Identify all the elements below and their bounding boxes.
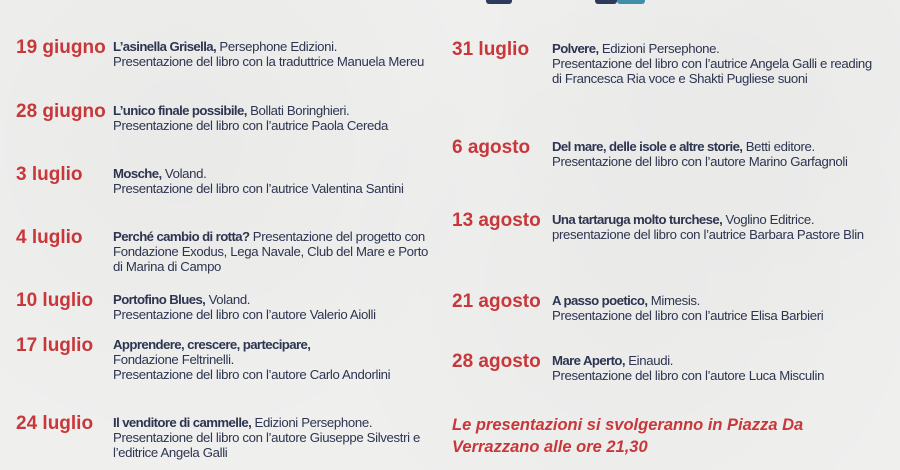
book-title: Del mare, delle isole e altre storie, <box>552 139 743 154</box>
event-details: Presentazione del libro con l’autrice Angela Galli e reading di Francesca Ria voce e Shakti Pugliese suoni <box>552 56 872 86</box>
event-details: Presentazione del libro con l’autore Carlo Andorlini <box>113 367 391 382</box>
event-date: 28 giugno <box>16 101 106 122</box>
event-item <box>16 336 423 382</box>
publisher: Voglino Editrice. <box>722 212 815 227</box>
venue-time-note: Le presentazioni si svolgeranno in Piazza Da Verrazzano alle ore 21,30 <box>452 416 804 456</box>
event-item <box>16 228 433 274</box>
event-date: 31 luglio <box>452 39 530 60</box>
book-title: Mare Aperto, <box>552 353 625 368</box>
book-title: Apprendere, crescere, partecipare, <box>113 337 311 352</box>
event-description <box>113 291 433 322</box>
book-title: Portofino Blues, <box>113 292 206 307</box>
event-description <box>113 38 433 69</box>
event-description <box>113 228 433 274</box>
book-title: Il venditore di cammelle, <box>113 415 252 430</box>
event-item <box>452 211 882 242</box>
publisher: Voland. <box>205 292 251 307</box>
event-item <box>452 292 892 323</box>
publisher: Bollati Boringhieri. <box>246 103 350 118</box>
event-date: 3 luglio <box>16 164 83 185</box>
event-item <box>452 352 892 383</box>
publisher: Betti editore. <box>742 139 815 154</box>
book-title: L’unico finale possibile, <box>113 103 247 118</box>
event-item <box>16 414 433 460</box>
header-fragment <box>486 0 512 4</box>
event-date: 19 giugno <box>16 37 106 58</box>
event-description <box>113 336 423 382</box>
publisher: Voland. <box>161 166 207 181</box>
book-title: A passo poetico, <box>552 293 648 308</box>
event-description <box>552 352 892 383</box>
publisher: Mimesis. <box>647 293 700 308</box>
book-title: Una tartaruga molto turchese, <box>552 212 723 227</box>
event-description <box>552 40 882 86</box>
project-details: Presentazione del progetto con Fondazione Exodus, Lega Navale, Club del Mare e Porto di Marina di Campo <box>113 229 429 274</box>
publisher: Edizioni Persephone. <box>251 415 373 430</box>
event-details: Presentazione del libro con la traduttrice Manuela Mereu <box>113 54 425 69</box>
book-title: L’asinella Grisella, <box>113 39 217 54</box>
event-details: Presentazione del libro con l’autrice Valentina Santini <box>113 181 404 196</box>
publisher: Persephone Edizioni. <box>216 39 338 54</box>
event-item <box>16 291 433 322</box>
event-date: 4 luglio <box>16 227 83 248</box>
event-date: 17 luglio <box>16 335 94 356</box>
event-item <box>16 165 433 196</box>
event-date: 24 luglio <box>16 413 94 434</box>
event-date: 21 agosto <box>452 291 541 312</box>
book-title: Mosche, <box>113 166 162 181</box>
event-date: 28 agosto <box>452 351 541 372</box>
event-item <box>16 38 433 69</box>
publisher: Fondazione Feltrinelli. <box>113 352 234 367</box>
event-description <box>113 414 433 460</box>
event-description <box>113 102 433 133</box>
header-fragment <box>595 0 617 4</box>
event-details: presentazione del libro con l’autrice Barbara Pastore Blin <box>552 227 864 242</box>
event-details: Presentazione del libro con l’autore Giuseppe Silvestri e l’editrice Angela Galli <box>113 430 420 460</box>
event-description <box>552 292 892 323</box>
event-description <box>113 165 433 196</box>
event-details: Presentazione del libro con l’autrice Paola Cereda <box>113 118 388 133</box>
event-details: Presentazione del libro con l’autore Luca Misculin <box>552 368 825 383</box>
event-description <box>552 211 882 242</box>
event-description <box>552 138 882 169</box>
event-item <box>452 40 882 86</box>
event-details: Presentazione del libro con l’autrice Elisa Barbieri <box>552 308 824 323</box>
event-details: Presentazione del libro con l’autore Marino Garfagnoli <box>552 154 848 169</box>
publisher: Einaudi. <box>624 353 674 368</box>
event-date: 13 agosto <box>452 210 541 231</box>
event-date: 10 luglio <box>16 290 94 311</box>
book-title: Perché cambio di rotta? <box>113 229 250 244</box>
event-details: Presentazione del libro con l’autore Valerio Aiolli <box>113 307 376 322</box>
book-title: Polvere, <box>552 41 599 56</box>
header-fragment-year <box>617 0 645 4</box>
publisher: Edizioni Persephone. <box>598 41 720 56</box>
event-date: 6 agosto <box>452 137 531 158</box>
event-item <box>16 102 433 133</box>
event-item <box>452 138 882 169</box>
